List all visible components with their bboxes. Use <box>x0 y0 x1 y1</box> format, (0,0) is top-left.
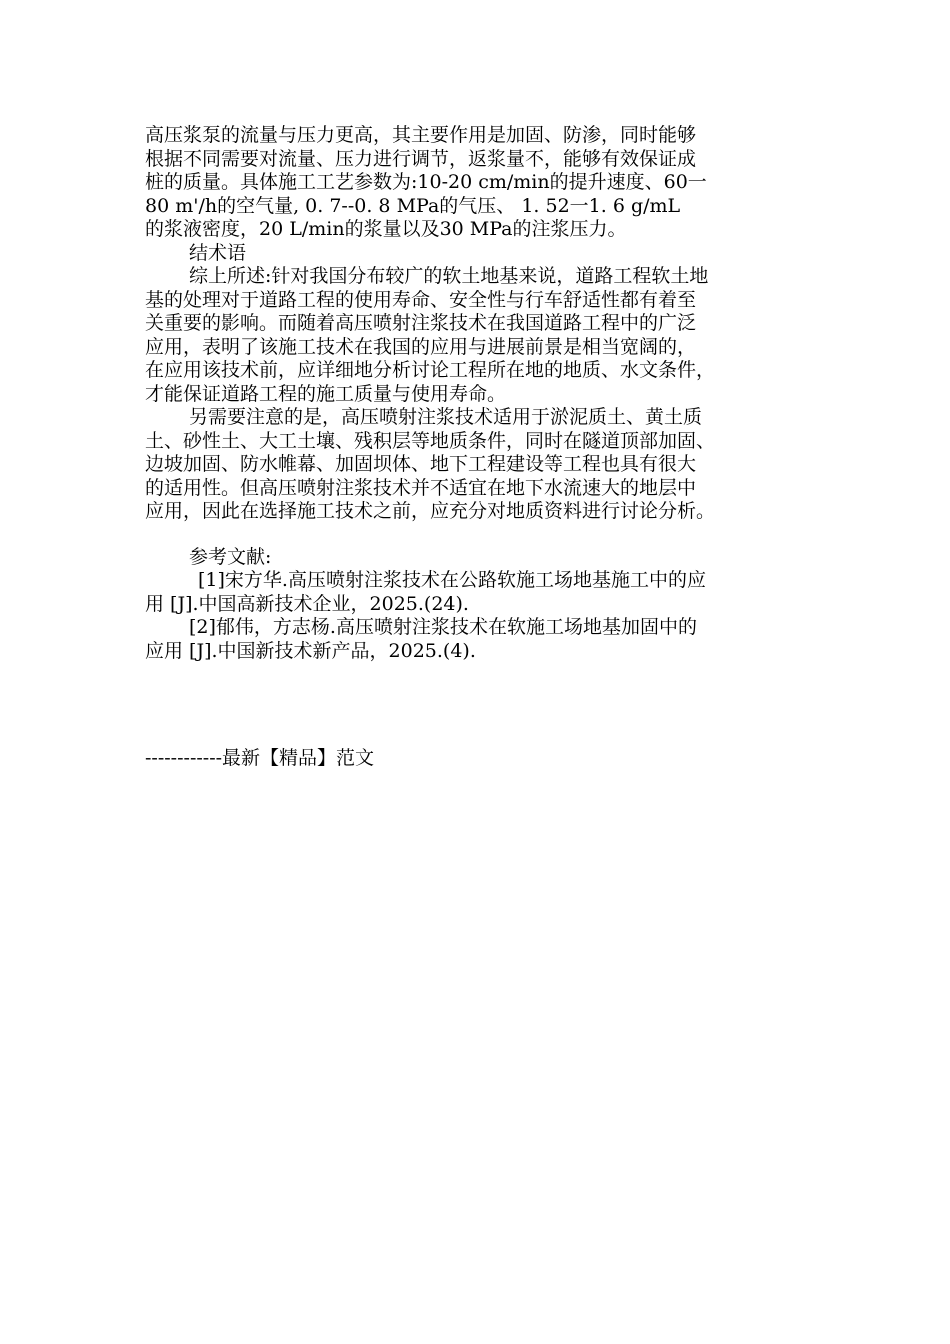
conclusion-paragraph-1 <box>145 265 807 406</box>
intro-line: 80 m'/h的空气量, 0. 7--0. 8 MPa的气压、 1. 52一1. 6 g/mL <box>145 194 681 217</box>
conclusion-p2-line: 土、砂性土、大工土壤、残积层等地质条件，同时在隧道顶部加固、 <box>145 429 716 452</box>
reference-line: 应用 [J].中国新技术新产品，2025.(4). <box>145 639 476 662</box>
intro-line: 桩的质量。具体施工工艺参数为:10-20 cm/min的提升速度、60一 <box>145 171 707 193</box>
conclusion-p1-line: 应用，表明了该施工技术在我国的应用与进展前景是相当宽阔的， <box>145 335 697 358</box>
intro-paragraph <box>145 124 807 242</box>
reference-item-2 <box>145 616 807 663</box>
footer-tagline: ------------最新【精品】范文 <box>145 747 375 769</box>
conclusion-p1-line: 综上所述:针对我国分布较广的软土地基来说，道路工程软土地 <box>189 265 709 287</box>
conclusion-paragraph-2 <box>145 406 807 524</box>
conclusion-heading: 结术语 <box>189 241 247 264</box>
reference-line: 用 [J].中国高新技术企业，2025.(24). <box>145 592 469 615</box>
intro-line: 高压浆泵的流量与压力更高，其主要作用是加固、防渗，同时能够 <box>145 124 697 146</box>
conclusion-p2-line: 的适用性。但高压喷射注浆技术并不适宜在地下水流速大的地层中 <box>145 476 697 499</box>
conclusion-p2-line: 另需要注意的是，高压喷射注浆技术适用于淤泥质土、黄土质 <box>189 406 703 428</box>
conclusion-p1-line: 关重要的影响。而随着高压喷射注浆技术在我国道路工程中的广泛 <box>145 312 697 334</box>
conclusion-p1-line: 才能保证道路工程的施工质量与使用寿命。 <box>145 382 507 405</box>
conclusion-p1-line: 基的处理对于道路工程的使用寿命、安全性与行车舒适性都有着至 <box>145 288 697 311</box>
intro-line: 的浆液密度，20 L/min的浆量以及30 MPa的注浆压力。 <box>145 218 627 240</box>
conclusion-p1-line: 在应用该技术前，应详细地分析讨论工程所在地的地质、水文条件， <box>145 359 716 381</box>
reference-line: [1]宋方华.高压喷射注浆技术在公路软施工场地基施工中的应 <box>198 569 706 591</box>
conclusion-p2-line: 边坡加固、防水帷幕、加固坝体、地下工程建设等工程也具有很大 <box>145 453 697 475</box>
conclusion-p2-line: 应用，因此在选择施工技术之前，应充分对地质资料进行讨论分析。 <box>145 500 716 522</box>
document-content <box>145 124 807 663</box>
reference-item-1 <box>145 569 807 616</box>
references-heading: 参考文献: <box>189 545 272 568</box>
section-spacer <box>145 524 807 546</box>
reference-line: [2]郁伟，方志杨.高压喷射注浆技术在软施工场地基加固中的 <box>189 616 697 638</box>
intro-line: 根据不同需要对流量、压力进行调节，返浆量不，能够有效保证成 <box>145 147 697 170</box>
